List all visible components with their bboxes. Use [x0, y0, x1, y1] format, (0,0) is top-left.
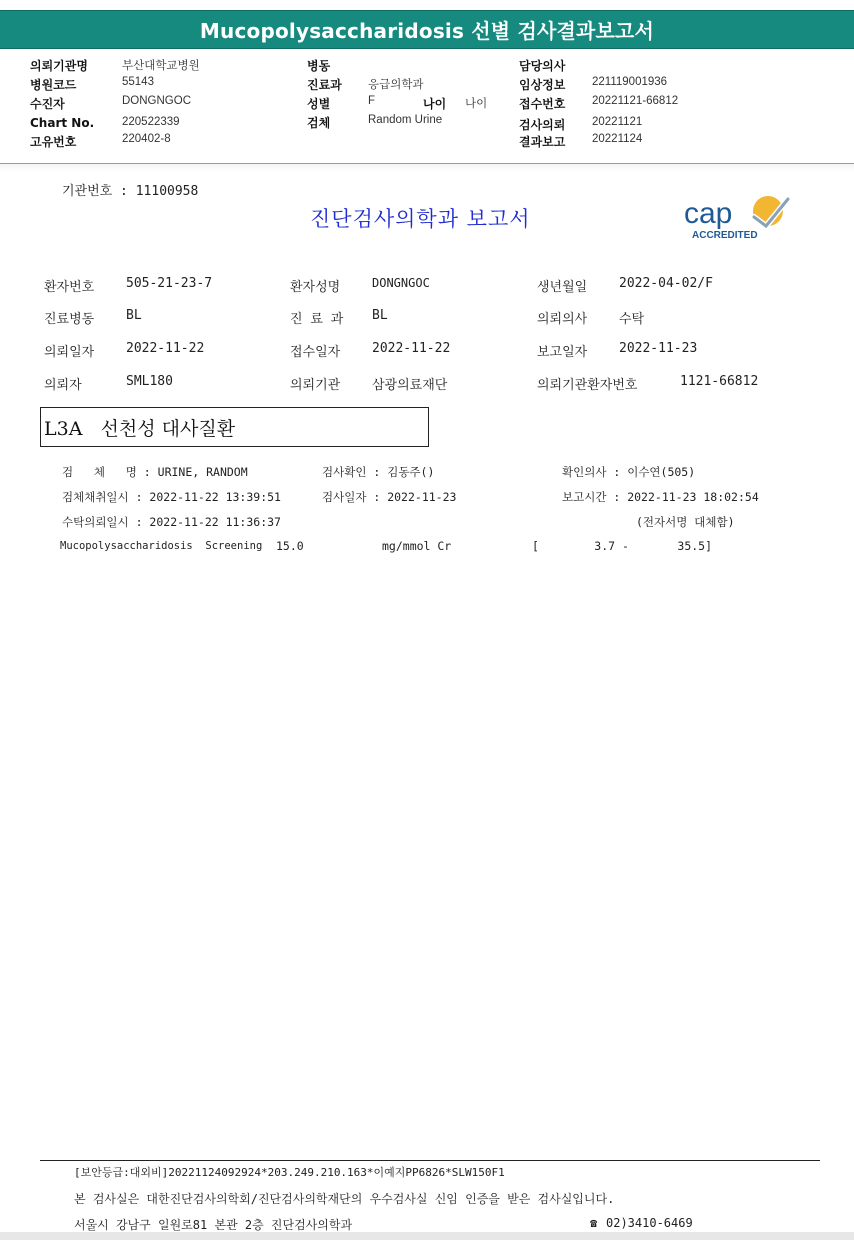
- chart-no-label: Chart No.: [30, 116, 95, 130]
- cap-accredited-logo: [684, 193, 794, 241]
- unique-no-value: 220402-8: [122, 133, 171, 145]
- lab-phone: 02)3410-6469: [606, 1216, 693, 1230]
- clinic-ward-label: 진료병동: [44, 312, 95, 327]
- receipt-date-label: 접수일자: [290, 345, 341, 360]
- phone-icon: ☎: [590, 1216, 598, 1230]
- specimen-name-line: 검 체 명 : URINE, RANDOM: [62, 465, 248, 479]
- electronic-signature-note: (전자서명 대체함): [636, 515, 735, 529]
- age-value: 나이: [465, 98, 488, 110]
- department-report-title: 진단검사의학과 보고서: [310, 207, 531, 231]
- request-date-label: 의뢰일자: [44, 345, 95, 360]
- department-label: 진료과: [307, 78, 342, 92]
- clinical-info-value: 221119001936: [592, 76, 668, 88]
- result-reference-range: [ 3.7 - 35.5]: [532, 539, 713, 553]
- requester-value: SML180: [126, 374, 173, 389]
- requesting-doctor-label: 의뢰의사: [537, 312, 588, 327]
- report-date-value: 2022-11-23: [619, 341, 698, 356]
- institution-patient-no-value: 1121-66812: [680, 374, 759, 389]
- accession-no-value: 20221121-66812: [592, 95, 679, 107]
- request-date-value: 2022-11-22: [126, 341, 205, 356]
- ward-label: 병동: [307, 59, 331, 73]
- accession-no-label: 접수번호: [519, 97, 566, 111]
- report-title-bar: [0, 10, 854, 49]
- sex-label: 성별: [307, 97, 331, 111]
- hospital-name-value: 부산대학교병원: [122, 60, 200, 72]
- test-request-label: 검사의뢰: [519, 118, 566, 132]
- patient-name-value: DONGNGOC: [372, 276, 430, 290]
- requester-label: 의뢰자: [44, 378, 82, 393]
- result-report-label: 결과보고: [519, 135, 566, 149]
- test-confirm-line: 검사확인 : 김동주(): [322, 465, 435, 479]
- result-unit: mg/mmol Cr: [382, 539, 452, 553]
- report-main-title: Mucopolysaccharidosis 선별 검사결과보고서: [199, 19, 655, 43]
- bottom-edge: [0, 1232, 854, 1240]
- collection-datetime-line: 검체채취일시 : 2022-11-22 13:39:51: [62, 490, 281, 504]
- result-report-value: 20221124: [592, 133, 643, 145]
- svg-text:ACCREDITED: ACCREDITED: [692, 230, 758, 241]
- report-time-line: 보고시간 : 2022-11-23 18:02:54: [562, 490, 759, 504]
- test-date-line: 검사일자 : 2022-11-23: [322, 490, 457, 504]
- sex-value: F: [368, 95, 376, 107]
- receipt-date-value: 2022-11-22: [372, 341, 451, 356]
- hospital-name-label: 의뢰기관명: [30, 59, 88, 73]
- certification-statement: 본 검사실은 대한진단검사의학회/진단검사의학재단의 우수검사실 신임 인증을 받은 검사실입니다.: [74, 1192, 615, 1206]
- patient-name-label: 환자성명: [290, 280, 341, 295]
- confirming-doctor-line: 확인의사 : 이수연(505): [562, 465, 696, 479]
- department-value: 응급의학과: [368, 79, 424, 91]
- requesting-institution-label: 의뢰기관: [290, 378, 341, 393]
- hospital-code-label: 병원코드: [30, 78, 77, 92]
- clinic-dept-value: BL: [372, 308, 388, 323]
- security-line: [보안등급:대외비]20221124092924*203.249.210.163*이예지PP6826*SLW150F1: [74, 1166, 505, 1179]
- clinic-dept-label: 진 료 과: [290, 312, 344, 327]
- birthdate-value: 2022-04-02/F: [619, 276, 713, 291]
- contract-request-line: 수탁의뢰일시 : 2022-11-22 11:36:37: [62, 515, 281, 529]
- result-test-name: Mucopolysaccharidosis Screening: [60, 540, 263, 552]
- section-title: L3A 선천성 대사질환: [44, 418, 236, 440]
- chart-no-value: 220522339: [122, 116, 180, 128]
- header-shadow: [0, 164, 854, 172]
- test-request-value: 20221121: [592, 116, 643, 128]
- patient-no-value: 505-21-23-7: [126, 276, 213, 291]
- age-label: 나이: [423, 97, 447, 111]
- requesting-institution-value: 삼광의료재단: [372, 378, 448, 393]
- report-date-label: 보고일자: [537, 345, 588, 360]
- hospital-code-value: 55143: [122, 76, 154, 88]
- clinical-info-label: 임상정보: [519, 78, 566, 92]
- lab-address: 서울시 강남구 일원로81 본관 2층 진단검사의학과: [74, 1218, 353, 1232]
- result-value: 15.0: [276, 539, 304, 553]
- specimen-value: Random Urine: [368, 114, 443, 126]
- examinee-value: DONGNGOC: [122, 95, 191, 107]
- attending-doctor-label: 담당의사: [519, 59, 566, 73]
- clinic-ward-value: BL: [126, 308, 142, 323]
- birthdate-label: 생년월일: [537, 280, 588, 295]
- institution-number: 기관번호 : 11100958: [62, 184, 199, 199]
- patient-no-label: 환자번호: [44, 280, 95, 295]
- svg-text:cap: cap: [684, 197, 733, 230]
- specimen-label: 검체: [307, 116, 331, 130]
- institution-patient-no-label: 의뢰기관환자번호: [537, 378, 638, 393]
- requesting-doctor-value: 수탁: [619, 312, 645, 327]
- unique-no-label: 고유번호: [30, 135, 77, 149]
- examinee-label: 수진자: [30, 97, 65, 111]
- footer-divider: [40, 1160, 820, 1161]
